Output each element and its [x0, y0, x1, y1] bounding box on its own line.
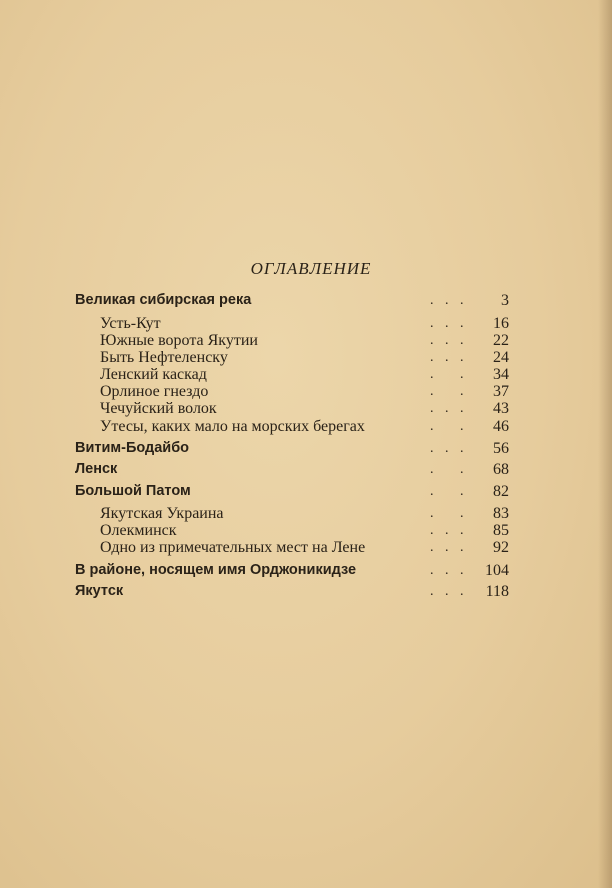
toc-leader-dots: . . . — [430, 584, 468, 599]
toc-entry — [0, 315, 612, 332]
toc-entry — [0, 461, 612, 478]
toc-entry-title: Чечуйский волок — [100, 400, 217, 417]
toc-page-number: 104 — [485, 562, 509, 579]
toc-page-number: 3 — [501, 292, 509, 309]
toc-entry-title: В районе, носящем имя Орджоникидзе — [75, 562, 357, 578]
toc-page-number: 46 — [493, 418, 509, 435]
toc-page-number: 85 — [493, 522, 509, 539]
toc-entry-title: Якутская Украина — [100, 505, 224, 522]
toc-entry — [0, 418, 612, 435]
toc-leader-dots: . . . — [430, 523, 468, 538]
toc-leader-dots: . . — [430, 367, 468, 382]
toc-entry — [0, 400, 612, 417]
toc-entry-title: Большой Патом — [75, 483, 191, 499]
toc-leader-dots: . . . — [430, 441, 468, 456]
toc-leader-dots: . . — [430, 484, 468, 499]
toc-entry — [0, 539, 612, 556]
toc-leader-dots: . . . — [430, 333, 468, 348]
toc-page-number: 92 — [493, 539, 509, 556]
toc-leader-dots: . . . — [430, 316, 468, 331]
toc-entry-title: Усть-Кут — [100, 315, 161, 332]
toc-entry — [0, 483, 612, 500]
toc-leader-dots: . . . — [430, 401, 468, 416]
toc-leader-dots: . . — [430, 462, 468, 477]
toc-entry — [0, 562, 612, 579]
toc-entry-title: Витим-Бодайбо — [75, 440, 190, 456]
toc-leader-dots: . . . — [430, 350, 468, 365]
toc-page-number: 56 — [493, 440, 509, 457]
toc-entry-title: Южные ворота Якутии — [100, 332, 258, 349]
toc-page-number: 16 — [493, 315, 509, 332]
toc-entry — [0, 522, 612, 539]
toc-page-number: 37 — [493, 383, 509, 400]
toc-leader-dots: . . — [430, 506, 468, 521]
toc-page-number: 118 — [485, 583, 509, 600]
toc-leader-dots: . . — [430, 384, 468, 399]
toc-page-number: 22 — [493, 332, 509, 349]
toc-page-number: 24 — [493, 349, 509, 366]
toc-heading: ОГЛАВЛЕНИЕ — [250, 259, 372, 278]
toc-entry-title: Ленский каскад — [100, 366, 207, 383]
toc-page-number: 83 — [493, 505, 509, 522]
toc-page-number: 34 — [493, 366, 509, 383]
toc-entry — [0, 366, 612, 383]
toc-entry — [0, 349, 612, 366]
toc-entry-title: Великая сибирская река — [75, 292, 252, 308]
toc-entry-title: Быть Нефтеленску — [100, 349, 228, 366]
toc-entry-title: Одно из примечательных мест на Лене — [100, 539, 366, 556]
toc-entry-title: Утесы, каких мало на морских берегах — [100, 418, 365, 435]
toc-entry — [0, 440, 612, 457]
toc-page-number: 43 — [493, 400, 509, 417]
toc-leader-dots: . . . — [430, 563, 468, 578]
toc-entry — [0, 505, 612, 522]
toc-entry-title: Орлиное гнездо — [100, 383, 209, 400]
toc-entry — [0, 292, 612, 309]
toc-entry-title: Якутск — [75, 583, 124, 599]
toc-page-number: 82 — [493, 483, 509, 500]
toc-leader-dots: . . . — [430, 293, 468, 308]
toc-entry — [0, 332, 612, 349]
toc-entry — [0, 583, 612, 600]
toc-leader-dots: . . . — [430, 540, 468, 555]
toc-entry-title: Олекминск — [100, 522, 177, 539]
toc-page-number: 68 — [493, 461, 509, 478]
toc-entry — [0, 383, 612, 400]
toc-leader-dots: . . — [430, 419, 468, 434]
toc-entry-title: Ленск — [75, 461, 118, 477]
